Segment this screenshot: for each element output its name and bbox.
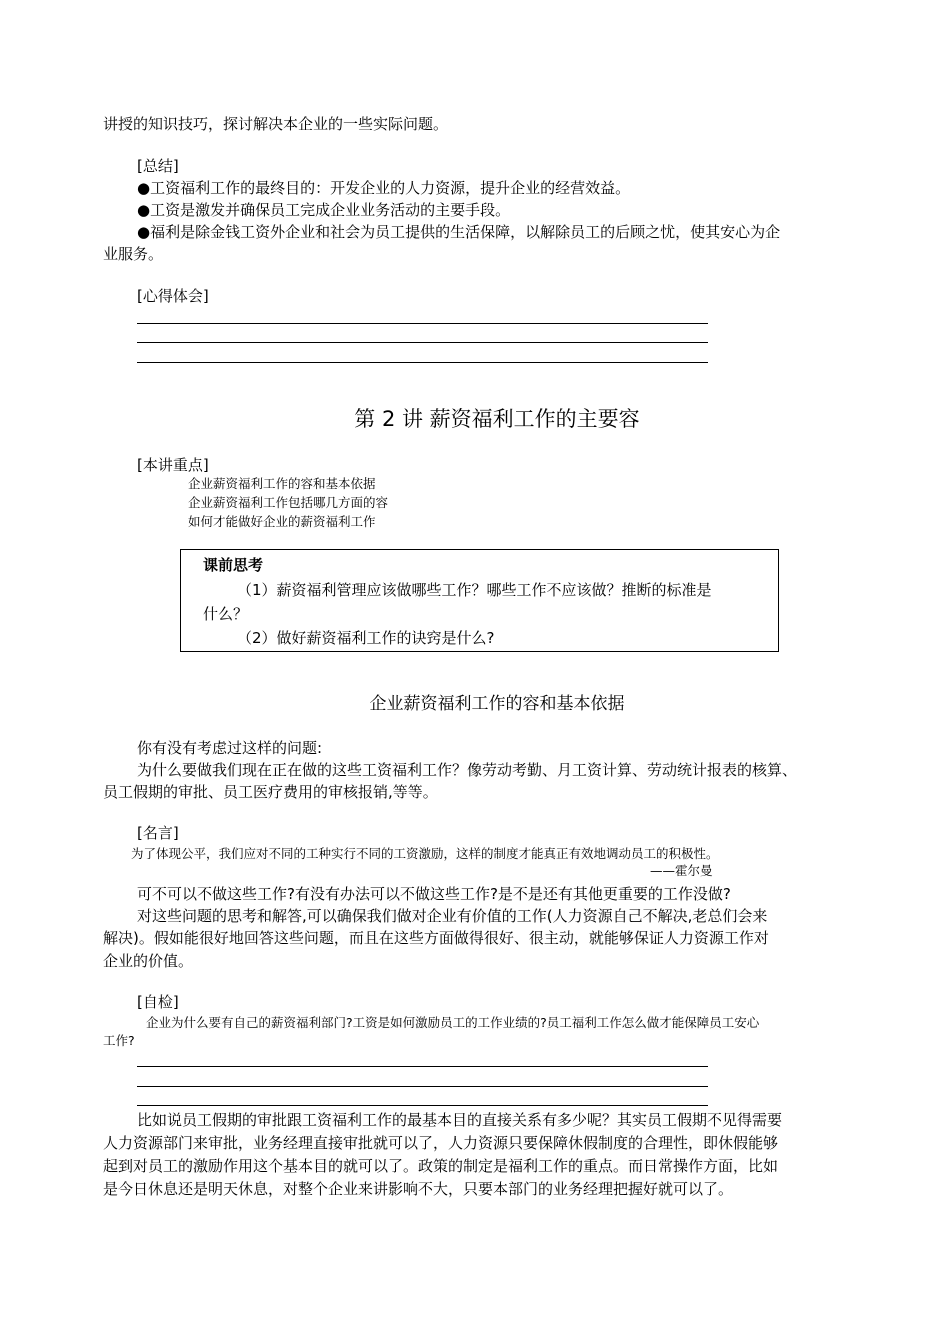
reflection-heading: [心得体会] (137, 287, 209, 305)
quote-author: ——霍尔曼 (650, 863, 713, 878)
section-title: 企业薪资福利工作的容和基本依据 (369, 694, 625, 714)
closing-paragraph-continued: 起到对员工的激励作用这个基本目的就可以了。政策的制定是福利工作的重点。而日常操作方面，比如 (103, 1157, 779, 1175)
quote-text: 为了体现公平，我们应对不同的工种实行不同的工资激励，这样的制度才能真正有效地调动员工的积极性。 (131, 846, 719, 861)
focus-item: 企业薪资福利工作的容和基本依据 (188, 476, 376, 491)
writing-line (137, 362, 708, 363)
discussion-paragraph: 可不可以不做这些工作?有没有办法可以不做这些工作?是不是还有其他更重要的工作没做? (137, 885, 731, 903)
writing-line (137, 1086, 708, 1087)
summary-item: ●福利是除金钱工资外企业和社会为员工提供的生活保障，以解除员工的后顾之忧，使其安心为企 (137, 223, 781, 241)
closing-paragraph: 比如说员工假期的审批跟工资福利工作的最基本目的直接关系有多少呢？其实员工假期不见得需要 (137, 1111, 783, 1129)
writing-line (137, 1066, 708, 1067)
summary-item: ●工资福利工作的最终目的：开发企业的人力资源，提升企业的经营效益。 (137, 179, 631, 197)
selfcheck-question-continued: 工作? (103, 1033, 135, 1048)
section-paragraph: 为什么要做我们现在正在做的这些工资福利工作？像劳动考勤、月工资计算、劳动统计报表的核算、 (137, 761, 798, 779)
section-paragraph-continued: 员工假期的审批、员工医疗费用的审核报销,等等。 (103, 783, 438, 801)
lecture-title: 第 2 讲 薪资福利工作的主要容 (354, 407, 640, 431)
selfcheck-heading: [自检] (137, 993, 179, 1011)
selfcheck-question: 企业为什么要有自己的薪资福利部门?工资是如何激励员工的工作业绩的?员工福利工作怎么做才能保障员工安心 (146, 1015, 760, 1030)
writing-line (137, 1105, 708, 1106)
summary-item-continued: 业服务。 (103, 245, 164, 263)
focus-item: 如何才能做好企业的薪资福利工作 (188, 514, 376, 529)
prethink-title: 课前思考 (203, 556, 264, 574)
prethink-question-2: （2）做好薪资福利工作的诀窍是什么? (237, 629, 495, 647)
closing-paragraph-continued: 是今日休息还是明天休息，对整个企业来讲影响不大，只要本部门的业务经理把握好就可以了。 (103, 1180, 734, 1198)
writing-line (137, 323, 708, 324)
focus-item: 企业薪资福利工作包括哪几方面的容 (188, 495, 389, 510)
quote-heading: [名言] (137, 824, 179, 842)
focus-heading: [本讲重点] (137, 456, 209, 474)
writing-line (137, 342, 708, 343)
closing-paragraph-continued: 人力资源部门来审批，业务经理直接审批就可以了，人力资源只要保障休假制度的合理性，即休假能够 (103, 1134, 779, 1152)
section-paragraph: 你有没有考虑过这样的问题: (137, 739, 323, 757)
summary-item: ●工资是激发并确保员工完成企业业务活动的主要手段。 (137, 201, 511, 219)
prethink-question-1: （1）薪资福利管理应该做哪些工作？哪些工作不应该做？推断的标准是 (237, 581, 712, 599)
summary-heading: [总结] (137, 157, 179, 175)
discussion-paragraph: 对这些问题的思考和解答,可以确保我们做对企业有价值的工作(人力资源自己不解决,老总们会来 (137, 907, 768, 925)
discussion-paragraph-continued: 解决)。假如能很好地回答这些问题，而且在这些方面做得很好、很主动，就能够保证人力资源工作对 (103, 929, 769, 947)
prethink-question-1-continued: 什么？ (203, 605, 249, 623)
discussion-paragraph-continued: 企业的价值。 (103, 952, 194, 970)
intro-text: 讲授的知识技巧，探讨解决本企业的一些实际问题。 (103, 115, 449, 133)
